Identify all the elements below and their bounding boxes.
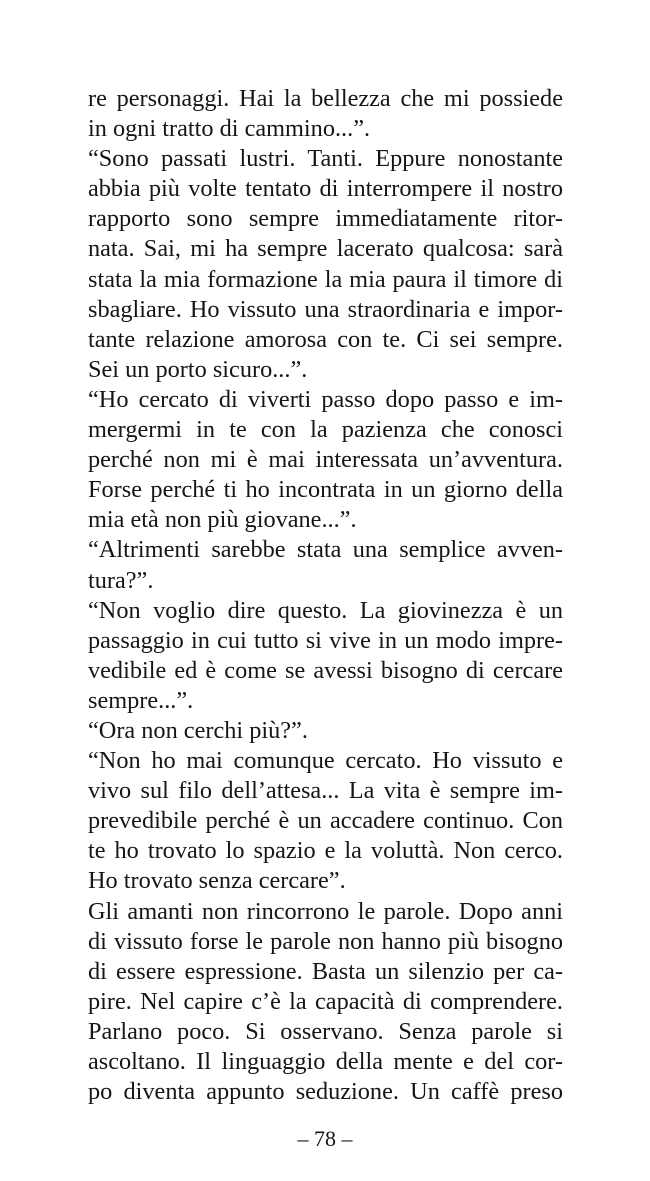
text-line: Parlano poco. Si osservano. Senza parole si bbox=[88, 1017, 563, 1045]
text-line: Ho trovato senza cercare”. bbox=[88, 867, 346, 895]
text-line: tante relazione amorosa con te. Ci sei sempre. bbox=[88, 325, 563, 353]
text-line: “Ho cercato di viverti passo dopo passo e im- bbox=[88, 385, 563, 413]
text-line: “Ora non cerchi più?”. bbox=[88, 716, 308, 744]
text-line: mia età non più giovane...”. bbox=[88, 506, 357, 534]
text-line: vedibile ed è come se avessi bisogno di cercare bbox=[88, 656, 563, 684]
text-line: sempre...”. bbox=[88, 686, 194, 714]
text-line: Forse perché ti ho incontrata in un giorno della bbox=[88, 476, 563, 504]
text-line: in ogni tratto di cammino...”. bbox=[88, 115, 371, 143]
text-line: Gli amanti non rincorrono le parole. Dopo anni bbox=[88, 897, 563, 925]
text-line: passaggio in cui tutto si vive in un modo impre- bbox=[88, 626, 563, 654]
text-line: tura?”. bbox=[88, 566, 154, 594]
body-text bbox=[88, 84, 563, 1107]
text-line: “Sono passati lustri. Tanti. Eppure nonostante bbox=[88, 145, 563, 173]
text-line: sbagliare. Ho vissuto una straordinaria e impor- bbox=[88, 295, 563, 323]
text-line: te ho trovato lo spazio e la voluttà. Non cerco. bbox=[88, 837, 563, 865]
text-line: “Non ho mai comunque cercato. Ho vissuto e bbox=[88, 747, 563, 775]
text-line: di vissuto forse le parole non hanno più bisogno bbox=[88, 927, 563, 955]
text-line: stata la mia formazione la mia paura il timore di bbox=[88, 265, 563, 293]
text-line: rapporto sono sempre immediatamente ritor- bbox=[88, 205, 563, 233]
text-line: nata. Sai, mi ha sempre lacerato qualcosa: sarà bbox=[88, 235, 563, 263]
text-line: re personaggi. Hai la bellezza che mi possiede bbox=[88, 85, 563, 112]
text-line: pire. Nel capire c’è la capacità di comprendere. bbox=[88, 987, 563, 1015]
text-line: prevedibile perché è un accadere continuo. Con bbox=[88, 807, 563, 835]
text-line: ascoltano. Il linguaggio della mente e del cor- bbox=[88, 1048, 563, 1075]
text-line: di essere espressione. Basta un silenzio per ca- bbox=[88, 957, 563, 985]
text-line: “Altrimenti sarebbe stata una semplice avven- bbox=[88, 536, 563, 564]
text-line: Sei un porto sicuro...”. bbox=[88, 355, 308, 383]
text-line: po diventa appunto seduzione. Un caffè preso bbox=[88, 1078, 563, 1106]
text-line: vivo sul filo dell’attesa... La vita è sempre im- bbox=[88, 777, 563, 805]
page-number: – 78 – bbox=[297, 1126, 353, 1151]
text-line: “Non voglio dire questo. La giovinezza è un bbox=[88, 596, 563, 624]
text-line: perché non mi è mai interessata un’avventura. bbox=[88, 446, 563, 474]
text-line: mergermi in te con la pazienza che conosci bbox=[88, 416, 563, 444]
text-line: abbia più volte tentato di interrompere il nostro bbox=[88, 175, 563, 203]
